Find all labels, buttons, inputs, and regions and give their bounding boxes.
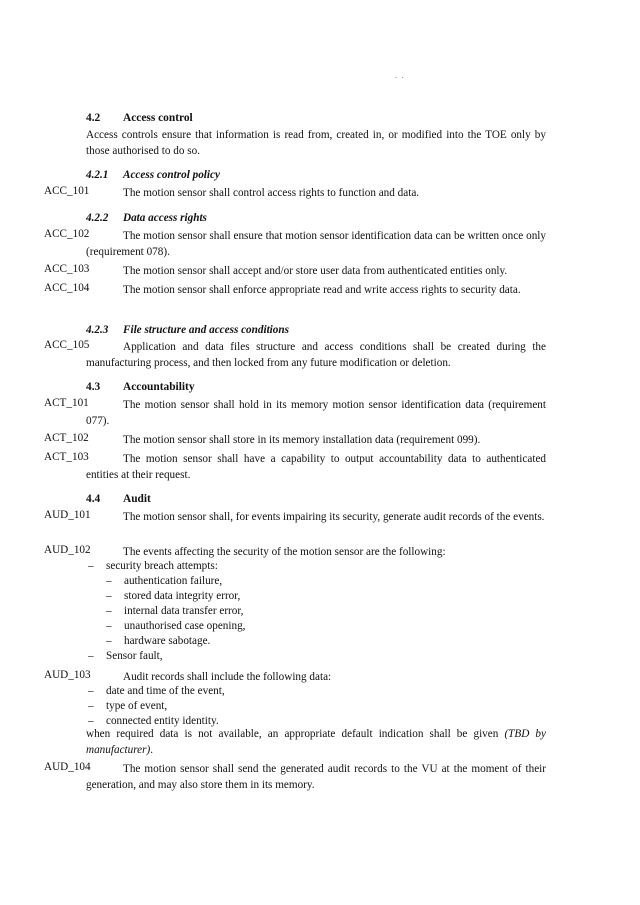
requirement-id: ACC_102 xyxy=(44,228,90,240)
list-item: – type of event, xyxy=(88,699,528,714)
list-item: – Sensor fault, xyxy=(88,649,528,664)
list-item: – date and time of the event, xyxy=(88,684,528,699)
list-item: – connected entity identity. xyxy=(88,714,528,729)
audit-data-list xyxy=(88,684,528,729)
requirement-text: The motion sensor shall hold in its memory motion sensor identification data (requirement 077). xyxy=(86,399,546,427)
requirement-text: The events affecting the security of the motion sensor are the following: xyxy=(123,546,446,558)
subsection-title: File structure and access conditions xyxy=(123,324,289,336)
section-heading-4-2 xyxy=(86,112,193,124)
section-title: Accountability xyxy=(123,381,195,393)
requirement-text: The motion sensor shall store in its memory installation data (requirement 099). xyxy=(123,434,481,446)
subsection-number: 4.2.1 xyxy=(86,169,109,181)
subsection-heading-4-2-1 xyxy=(86,169,220,181)
requirement-id: ACC_104 xyxy=(44,282,90,294)
sublist-item: – unauthorised case opening, xyxy=(106,619,528,634)
section-intro: Access controls ensure that information is read from, created in, or modified into the TOE only by those authorised to do so. xyxy=(86,129,546,157)
section-heading-4-3 xyxy=(86,381,195,393)
subsection-number: 4.2.2 xyxy=(86,212,109,224)
note-end: . xyxy=(150,744,154,756)
note-text: when required data is not available, an appropriate default indication shall be given xyxy=(86,728,499,740)
requirement-text: The motion sensor shall accept and/or store user data from authenticated entities only. xyxy=(123,265,508,277)
requirement-text: The motion sensor shall have a capability to output accountability data to authenticated entities at their request. xyxy=(86,453,546,481)
audit-default-note xyxy=(86,726,546,758)
section-title: Access control xyxy=(123,112,193,124)
requirement-id: AUD_103 xyxy=(44,669,91,681)
sublist-item: – hardware sabotage. xyxy=(106,634,528,649)
section-number: 4.2 xyxy=(86,112,101,124)
subsection-number: 4.2.3 xyxy=(86,324,109,336)
list-item-text: security breach attempts: xyxy=(106,560,218,572)
section-number: 4.4 xyxy=(86,493,101,505)
requirement-id: AUD_104 xyxy=(44,761,91,773)
requirement-id: ACT_102 xyxy=(44,432,89,444)
sublist-item: – internal data transfer error, xyxy=(106,604,528,619)
requirement-id: ACC_103 xyxy=(44,263,90,275)
section-heading-4-4 xyxy=(86,493,151,505)
subsection-title: Data access rights xyxy=(123,212,207,224)
requirement-text: The motion sensor shall send the generated audit records to the VU at the moment of their generation, and may also store them in its memory. xyxy=(86,763,546,791)
requirement-id: ACT_103 xyxy=(44,451,89,463)
breach-sublist xyxy=(106,574,528,649)
requirement-text: The motion sensor shall enforce appropriate read and write access rights to security data. xyxy=(123,284,521,296)
subsection-heading-4-2-2 xyxy=(86,212,207,224)
note-italic: (TBD by manufacturer) xyxy=(86,728,546,756)
requirement-text: The motion sensor shall, for events impairing its security, generate audit records of the events. xyxy=(123,511,545,523)
sublist-item: – stored data integrity error, xyxy=(106,589,528,604)
sublist-item: – authentication failure, xyxy=(106,574,528,589)
list-item xyxy=(88,559,528,649)
requirement-text: Application and data files structure and access conditions shall be created during the manufacturing process, and then locked from any future modification or deletion. xyxy=(86,341,546,369)
requirement-id: AUD_102 xyxy=(44,544,91,556)
page-mark: . . xyxy=(395,70,405,80)
requirement-id: ACC_101 xyxy=(44,185,90,197)
requirement-text: The motion sensor shall ensure that motion sensor identification data can be written once only (requirement 078). xyxy=(86,230,546,258)
subsection-heading-4-2-3 xyxy=(86,324,289,336)
requirement-text: Audit records shall include the following data: xyxy=(123,671,332,683)
subsection-title: Access control policy xyxy=(123,169,220,181)
event-list xyxy=(88,559,528,664)
requirement-id: AUD_101 xyxy=(44,509,91,521)
section-title: Audit xyxy=(123,493,151,505)
requirement-id: ACT_101 xyxy=(44,397,89,409)
requirement-text: The motion sensor shall control access rights to function and data. xyxy=(123,187,420,199)
section-number: 4.3 xyxy=(86,381,101,393)
requirement-id: ACC_105 xyxy=(44,339,90,351)
